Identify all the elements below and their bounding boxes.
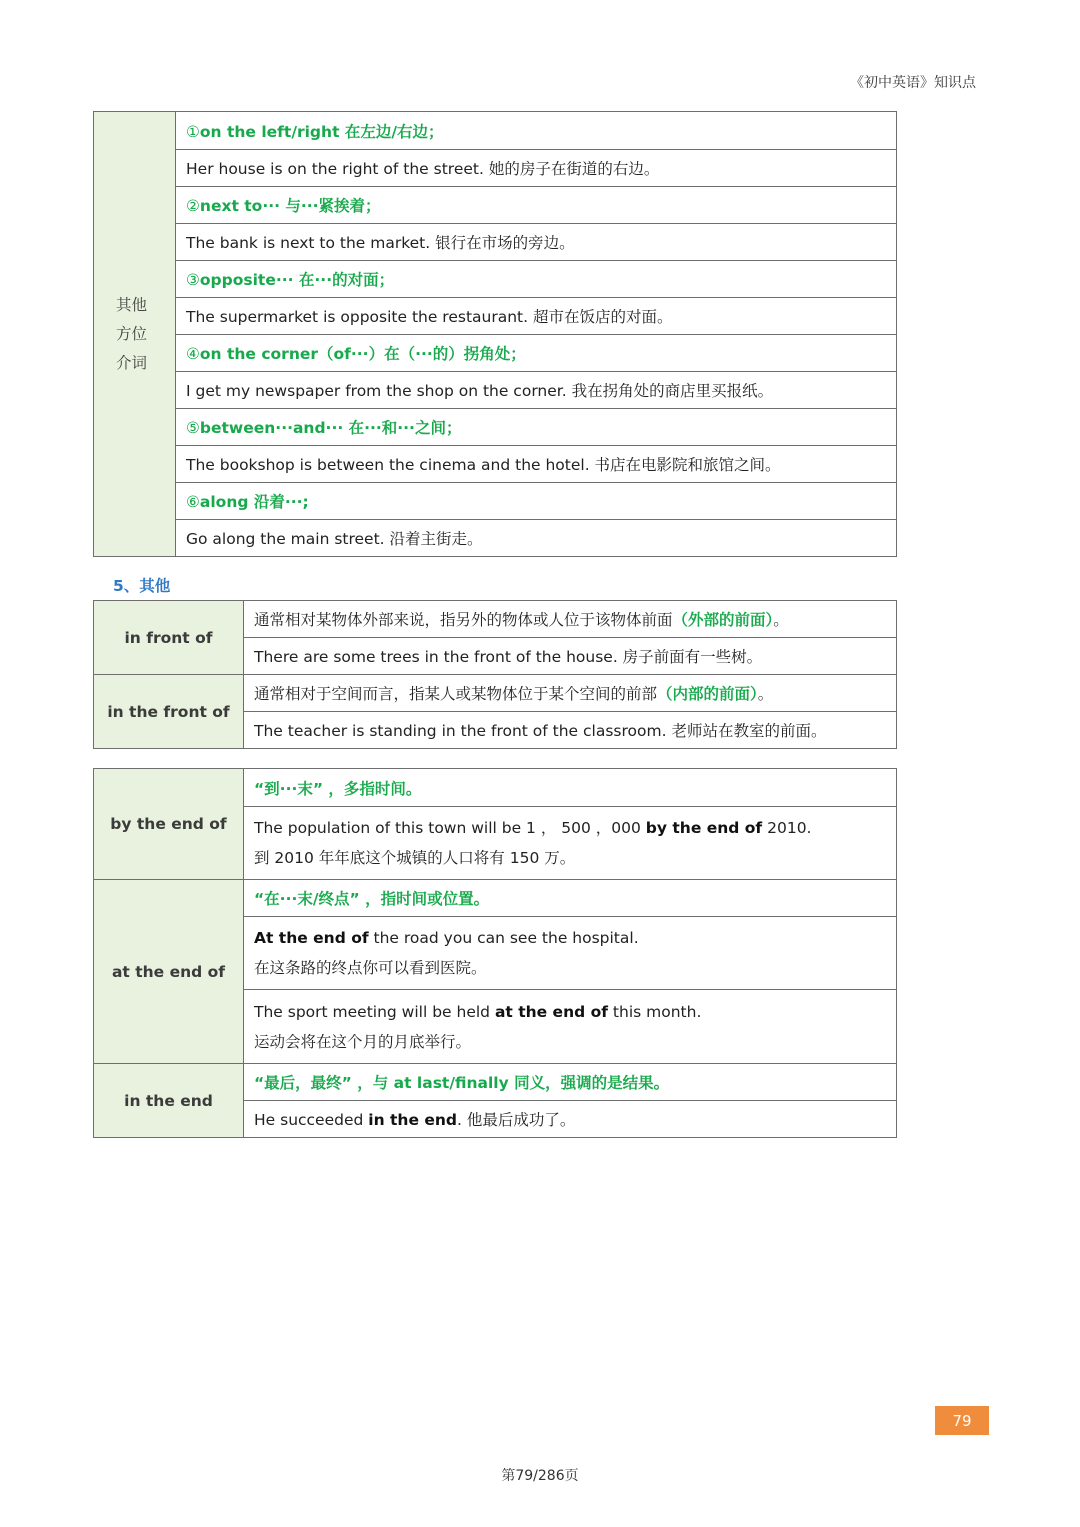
example-row: The bank is next to the market. 银行在市场的旁边。 <box>176 224 897 261</box>
item-number: ⑥ <box>186 493 200 511</box>
definition-row <box>244 675 897 712</box>
example-en <box>254 997 886 1027</box>
item-number: ② <box>186 197 200 215</box>
category-label-line: 介词 <box>116 353 148 372</box>
example-row <box>244 1101 897 1138</box>
category-label <box>94 112 176 557</box>
phrase-row <box>176 409 897 446</box>
example-en <box>254 813 886 843</box>
category-label-line: 方位 <box>116 324 148 343</box>
phrase-text: along 沿着···; <box>199 493 309 511</box>
definition-end: 。 <box>773 611 789 629</box>
phrase-text: opposite··· 在···的对面； <box>199 271 395 289</box>
example-text: The population of this town will be 1 ， 500 ，000 <box>254 819 646 837</box>
example-row: I get my newspaper from the shop on the corner. 我在拐角处的商店里买报纸。 <box>176 372 897 409</box>
example-keyword: At the end of <box>254 929 369 947</box>
term-cell: in the front of <box>94 675 244 749</box>
example-row: Her house is on the right of the street. 她的房子在街道的右边。 <box>176 150 897 187</box>
meaning-row: “最后，最终” ，与 at last/finally 同义，强调的是结果。 <box>244 1064 897 1101</box>
phrase-text: between···and··· 在···和···之间； <box>199 419 462 437</box>
phrase-row <box>176 483 897 520</box>
definition-text: 通常相对某物体外部来说，指另外的物体或人位于该物体前面 <box>254 611 673 629</box>
front-of-table <box>93 600 897 749</box>
definition-highlight: （内部的前面） <box>657 685 758 703</box>
phrase-text: on the corner（of···）在（···的）拐角处； <box>199 345 526 363</box>
example-cn: 在这条路的终点你可以看到医院。 <box>254 959 487 977</box>
example-en <box>254 923 886 953</box>
phrase-row <box>176 335 897 372</box>
example-row: The supermarket is opposite the restaurant. 超市在饭店的对面。 <box>176 298 897 335</box>
item-number: ④ <box>186 345 200 363</box>
phrase-row <box>176 112 897 150</box>
direction-prepositions-table <box>93 111 897 557</box>
example-text: 2010. <box>762 819 812 837</box>
definition-end: 。 <box>757 685 774 703</box>
example-cn: 运动会将在这个月的月底举行。 <box>254 1032 472 1051</box>
example-keyword: at the end of <box>494 1002 608 1021</box>
document-header: 《初中英语》知识点 <box>850 75 976 91</box>
definition-row <box>244 601 897 638</box>
term-cell: by the end of <box>94 769 244 880</box>
example-keyword: in the end <box>368 1111 458 1129</box>
example-row: The teacher is standing in the front of the classroom. 老师站在教室的前面。 <box>244 712 897 749</box>
example-text: The sport meeting will be held <box>254 1002 495 1021</box>
example-row: The bookshop is between the cinema and the hotel. 书店在电影院和旅馆之间。 <box>176 446 897 483</box>
page-number-badge: 79 <box>935 1406 989 1435</box>
example-text: the road you can see the hospital. <box>368 929 639 947</box>
item-number: ③ <box>186 271 200 289</box>
example-cn: 到 2010 年年底这个城镇的人口将有 150 万。 <box>254 849 576 867</box>
phrase-text: next to··· 与···紧挨着； <box>199 197 381 215</box>
definition-text: 通常相对于空间而言，指某人或某物体位于某个空间的前部 <box>254 685 658 703</box>
term-cell: in the end <box>94 1064 244 1138</box>
page-footer: 第79/286页 <box>501 1468 579 1484</box>
example-text: . 他最后成功了。 <box>457 1111 576 1129</box>
meaning-row: “到···末” ，多指时间。 <box>244 769 897 807</box>
phrase-row <box>176 187 897 224</box>
example-row <box>244 917 897 990</box>
term-cell: at the end of <box>94 880 244 1064</box>
end-phrases-table <box>93 768 897 1138</box>
meaning-row: “在···末/终点” ，指时间或位置。 <box>244 880 897 917</box>
item-number: ⑤ <box>186 419 200 437</box>
example-keyword: by the end of <box>645 819 763 837</box>
phrase-text: on the left/right 在左边/右边； <box>199 122 444 141</box>
example-text: this month. <box>608 1002 702 1021</box>
example-text: He succeeded <box>254 1111 369 1129</box>
section-title: 5、其他 <box>113 577 171 595</box>
phrase-row <box>176 261 897 298</box>
category-label-line: 其他 <box>116 295 148 314</box>
example-row: There are some trees in the front of the house. 房子前面有一些树。 <box>244 638 897 675</box>
example-row: Go along the main street. 沿着主街走。 <box>176 520 897 557</box>
definition-highlight: （外部的前面） <box>672 611 774 629</box>
item-number: ① <box>186 122 200 141</box>
term-cell: in front of <box>94 601 244 675</box>
example-row <box>244 990 897 1064</box>
example-row <box>244 807 897 880</box>
